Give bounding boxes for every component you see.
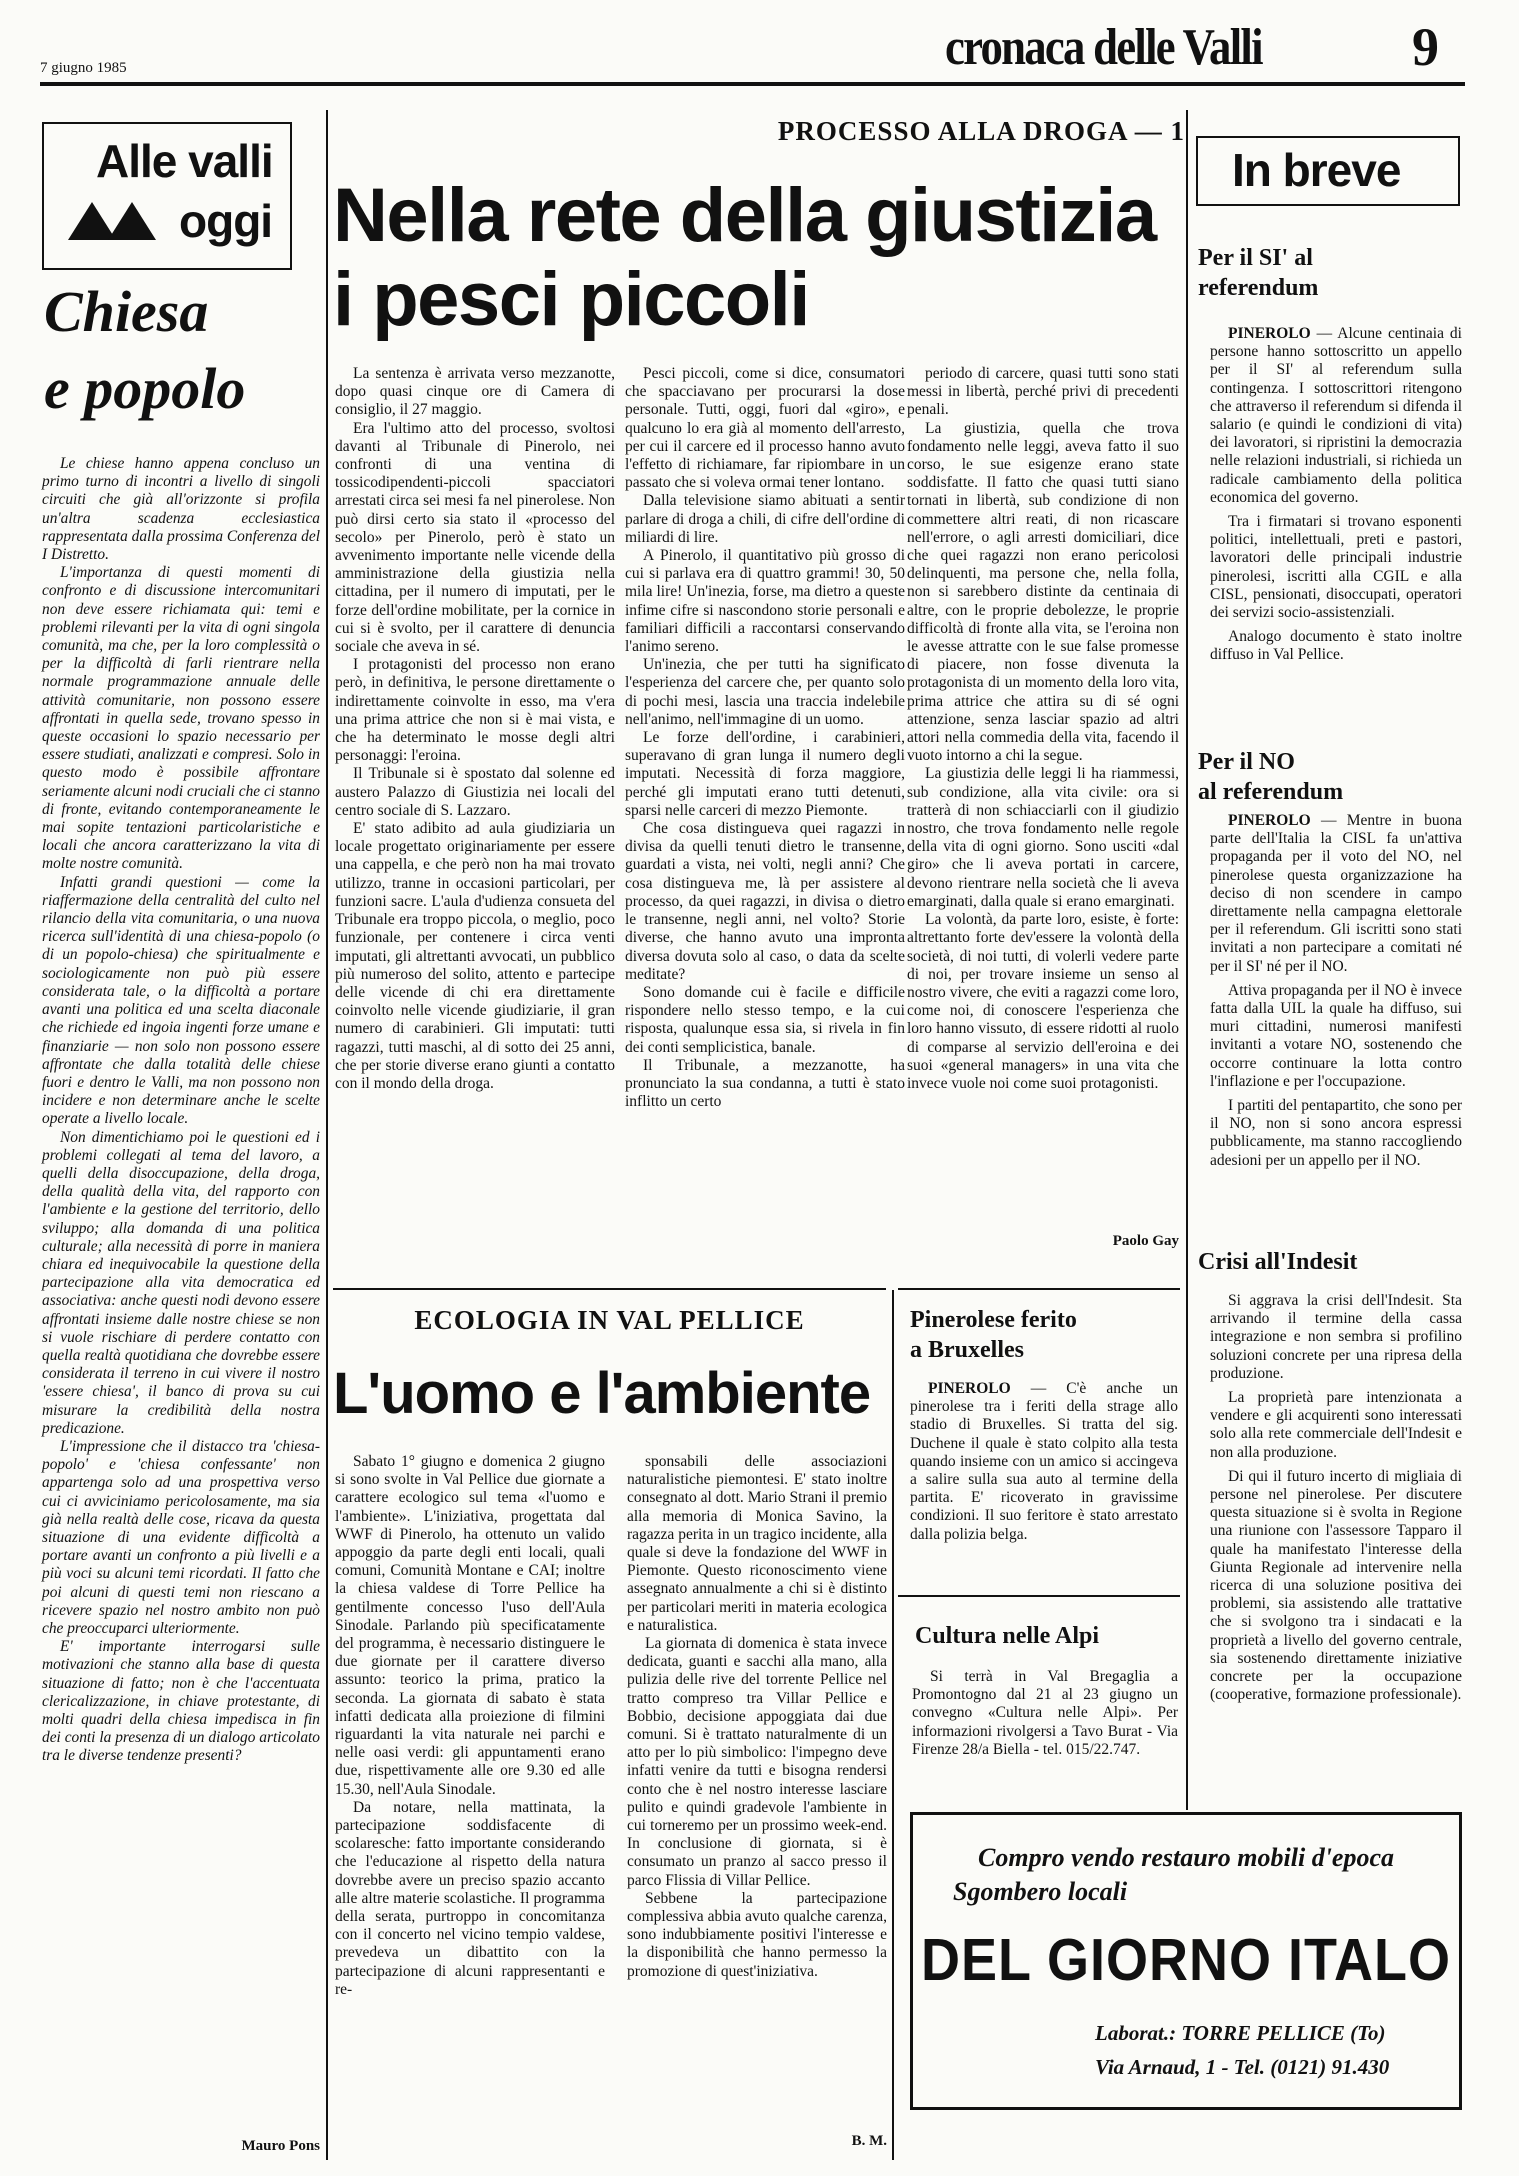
droga-paragraph: La giustizia delle leggi li ha riammessi, sub condizione, alla vita civile: ora si tratterà di non schiacciarli con il giudizio nostro, che trova fondamento nelle regole della vita di ogni giorno. Sono usciti «dal giro» che li aveva portati in carcere, devono rientrare nella società che li aveva emarginati, dalla quale si erano emarginati. xyxy=(907,765,1179,910)
bruxelles-text: — C'è anche un pinerolese tra i feriti della strage allo stadio di Bruxelles. Si tratta del sig. Duchene il quale è stato colpito alla testa quando insieme con un amico si accingeva a salire sulla sua auto al termine della partita. E' ricoverato in gravissime condizioni. Il suo feritore è stato arrestato dalla polizia belga. xyxy=(910,1380,1178,1543)
ecologia-signature: B. M. xyxy=(851,2133,887,2149)
masthead-title: cronaca delle Valli xyxy=(945,19,1262,76)
ecologia-column-2 xyxy=(627,1453,887,1981)
chiesa-headline-2: e popolo xyxy=(44,356,246,421)
droga-paragraph: Che cosa distingueva quei ragazzi in divisa da quelli tenuti dietro le transenne, guardati a vista, nei volti, negli anni? Che cosa distingueva me, là per assistere al processo, da quei ragazzi, in divisa o dietro le transenne, negli anni, nel volto? Storie diverse, che hanno avuto una impronta diversa dovuta solo al caso, o data da scelte meditate? xyxy=(625,820,905,983)
issue-date: 7 giugno 1985 xyxy=(40,60,127,76)
droga-paragraph: Il Tribunale, a mezzanotte, ha pronunciato la sua condanna, a tutti è stato inflitto un certo xyxy=(625,1056,905,1111)
no-headline-2: al referendum xyxy=(1198,779,1344,805)
no-lead: PINEROLO xyxy=(1228,812,1311,829)
alle-valli-title-2: oggi xyxy=(179,195,273,247)
left-column-rule xyxy=(326,110,328,2160)
no-text-1: — Mentre in buona parte dell'Italia la CISL fa un'attiva propaganda per il voto del NO, nel pinerolese questa organizzazione ha deciso di non scendere in campo direttamente nella campagna elettorale per il referendum. Gli iscritti sono stati invitati a non partecipare a comitati né per il SI' né per il NO. xyxy=(1210,812,1462,975)
no-text-2: Attiva propaganda per il NO è invece fatta dalla UIL la quale ha diffuso, sui muri cittadini, numerosi manifesti invitanti a votare NO, sostenendo che occorre continuare la lotta contro l'inflazione e per l'occupazione. xyxy=(1210,981,1462,1090)
chiesa-headline-1: Chiesa xyxy=(44,279,209,344)
droga-paragraph: Il Tribunale si è spostato dal solenne ed austero Palazzo di Giustizia nei locali del centro sociale di S. Lazzaro. xyxy=(335,765,615,819)
droga-paragraph: La volontà, da parte loro, esiste, è forte: altrettanto forte dev'essere la volontà della società, di noi tutti, di volerli vedere parte di noi, per trovare insieme un senso al nostro vivere, che eviti a ragazzi come loro, come noi, di conoscere l'esperienza che loro hanno vissuto, di essere ridotti al ruolo di comparse al servizio dell'eroina e dei suoi «general managers» in una vita che invece vuole noi come suoi protagonisti. xyxy=(907,911,1179,1092)
indesit-text-2: La proprietà pare intenzionata a vendere e gli acquirenti sono interessati solo alla rete commerciale dell'Indesit e non alla produzione. xyxy=(1210,1389,1462,1461)
indesit-body xyxy=(1210,1292,1462,1704)
bruxelles-top-rule xyxy=(898,1288,1180,1290)
no-text-3: I partiti del pentapartito, che sono per il NO, non si sono ancora espressi pubblicamente, ma stanno raccogliendo adesioni per un appello per il NO. xyxy=(1210,1097,1462,1169)
droga-paragraph: Pesci piccoli, come si dice, consumatori che spacciavano per procurarsi la dose personale. Tutti, oggi, fuori dal «giro», e qualcuno lo era già al momento dell'arresto, per cui il carcere ed il processo hanno avuto l'effetto di richiamare, far ripiombare in un passato che si voleva ormai tener lontano. xyxy=(625,365,905,492)
chiesa-signature: Mauro Pons xyxy=(241,2138,320,2154)
droga-paragraph: I protagonisti del processo non erano però, in definitiva, le persone direttamente o indirettamente coinvolte in esso, ma v'era una prima attrice che non si è mai vista, e che ha determinato le mosse degli altri personaggi: l'eroina. xyxy=(335,656,615,765)
ad-name: DEL GIORNO ITALO xyxy=(920,1927,1451,1993)
droga-paragraph: Un'inezia, che per tutti ha significato l'esperienza del carcere che, per quanto solo di pochi mesi, lascia una traccia indelebile nell'animo, nell'immagine di un uomo. xyxy=(625,656,905,728)
droga-kicker: PROCESSO ALLA DROGA — 1 xyxy=(777,116,1185,146)
droga-headline-2: i pesci piccoli xyxy=(333,257,809,342)
droga-signature: Paolo Gay xyxy=(1112,1233,1179,1249)
bruxelles-lead: PINEROLO xyxy=(928,1380,1011,1397)
si-lead: PINEROLO xyxy=(1228,325,1311,342)
chiesa-paragraph: L'impressione che il distacco tra 'chiesa-popolo' e 'chiesa confessante' non appartenga solo ad una prospettiva verso cui ci avviciniamo pericolosamente, ma sia già nella realtà delle cose, ricava da questa situazione di una evidente difficoltà a portare avanti un confronto a più livelli e a più voci su alcuni temi ricordati. Il fatto che poi alcuni di questi temi non riescano a ricevere spazio nel nostro ambito non può che preoccuparci ulteriormente. xyxy=(42,1437,320,1637)
ecologia-kicker: ECOLOGIA IN VAL PELLICE xyxy=(414,1305,805,1335)
no-headline-1: Per il NO xyxy=(1198,749,1295,775)
si-text-3: Analogo documento è stato inoltre diffuso in Val Pellice. xyxy=(1210,628,1462,664)
indesit-text-3: Di qui il futuro incerto di migliaia di persone nel pinerolese. Per discutere questa situazione si è svolta in Regione una riunione con l'assessore Tapparo il quale ha manifestato l'interesse della Giunta Regionale ad intervenire nella ricerca di una soluzione positiva dei problemi, sia assistendo alle trattative che si svolgono tra i sindacati e la proprietà a livello del governo centrale, sia sostenendo direttamente iniziative concrete per la occupazione (cooperative, formazione professionale). xyxy=(1210,1467,1462,1704)
droga-paragraph: Dalla televisione siamo abituati a sentir parlare di droga a chili, di cifre dell'ordine di miliardi di lire. xyxy=(625,492,905,546)
alle-valli-title-1: Alle valli xyxy=(96,135,273,187)
ecologia-paragraph: sponsabili delle associazioni naturalistiche piemontesi. E' stato inoltre consegnato al dott. Mario Strani il premio alla memoria di Monica Savino, la ragazza perita in un tragico incidente, alla quale si deve la fondazione del WWF in Piemonte. Questo riconoscimento viene assegnato annualmente a chi si è distinto per particolari meriti in materia ecologica e naturalistica. xyxy=(627,1453,887,1634)
masthead-rule xyxy=(40,82,1465,86)
droga-paragraph: Le forze dell'ordine, i carabinieri, superavano di gran lunga il numero degli imputati. Necessità di forza maggiore, perché gli imputati erano tutti detenuti, sparsi nelle carceri di mezzo Piemonte. xyxy=(625,729,905,819)
ad-address: Via Arnaud, 1 - Tel. (0121) 91.430 xyxy=(1095,2055,1390,2079)
droga-column-1 xyxy=(335,365,615,1093)
in-breve-box xyxy=(1196,136,1460,206)
alpi-text: Si terrà in Val Bregaglia a Promontogno dal 21 al 23 giugno un convegno «Cultura nelle Alpi». Per informazioni rivolgersi a Tavo Burat - Via Firenze 28/a Biella - tel. 015/22.747. xyxy=(912,1668,1178,1758)
in-breve-left-rule xyxy=(1186,110,1188,1810)
bruxelles-body xyxy=(910,1380,1178,1544)
ad-laboratory: Laborat.: TORRE PELLICE (To) xyxy=(1095,2021,1386,2045)
si-headline-1: Per il SI' al xyxy=(1198,245,1313,271)
ecologia-paragraph: La giornata di domenica è stata invece dedicata, guanti e sacchi alla mano, alla pulizia delle rive del torrente Pellice nel tratto compreso tra Villar Pellice e Bobbio, decisione appoggiata dai due comuni. Si è trattato naturalmente di un atto per lo più simbolico: l'impegno deve infatti venire da tutti e bisogna rendersi conto che è nel nostro interesse lasciare pulito e quindi gradevole l'ambiente in cui torneremo per un prossimo week-end. In conclusione di giornata, si è consumato un pranzo al sacco presso il parco Flissia di Villar Pellice. xyxy=(627,1635,887,1889)
si-body xyxy=(1210,325,1462,665)
alpi-body xyxy=(912,1668,1178,1759)
droga-headline-1: Nella rete della giustizia xyxy=(333,173,1156,258)
chiesa-paragraph: Non dimentichiamo poi le questioni ed i problemi collegati al tema del lavoro, a quelli della disoccupazione, della droga, della qualità della vita, del rapporto con l'ambiente e la gestione del territorio, dello sviluppo; alla domanda di una politica culturale; alla necessità di porre in maniera chiara ed inequivocabile la questione della partecipazione alla vita democratica ed associativa: anche questi nodi devono essere affrontati insieme dalle nostre chiese se non si vuole rischiare di perdere contatto con quella realtà quotidiana che dovrebbe essere considerata il terreno in cui vivere il nostro 'essere chiesa', il banco di prova su cui misurare la credibilità della nostra predicazione. xyxy=(42,1128,320,1437)
page-number: 9 xyxy=(1412,17,1439,77)
ecologia-paragraph: Sabato 1° giugno e domenica 2 giugno si sono svolte in Val Pellice due giornate a carattere ecologico sul tema «l'uomo e l'ambiente». L'iniziativa, progettata dal WWF di Pinerolo, ha ottenuto un valido appoggio da parte degli enti locali, quali comuni, Comunità Montane e CAI; inoltre la chiesa valdese di Torre Pellice ha gentilmente concesso l'uso dell'Aula Sinodale. Parlando più specificatamente del programma, è necessario distinguere le due giornate per il carattere diverso assunto: teorico la prima, pratico la seconda. La giornata di sabato è stata infatti dedicata alla proiezione di filmini riguardanti la vita naturale nei parchi e nelle oasi verdi: gli appuntamenti erano due, rispettivamente alle ore 9.30 ed alle 15.30, nell'Aula Sinodale. xyxy=(335,1453,605,1798)
chiesa-paragraph: Infatti grandi questioni — come la riaffermazione della centralità del culto nel rilancio della vita comunitaria, o una nuova ricerca sull'identità di una chiesa-popolo (o di un popolo-chiesa) che spiritualmente e sociologicamente non può più essere considerata tale, o la difficoltà a portare avanti una politica ed una scelta diaconale che richiede ed ingoia ingenti forze umane e finanziarie — non solo non possono essere affrontate che dalla totalità delle chiese fuori e dentro le Valli, ma non possono non incidere e non determinare anche le scelte operate a livello locale. xyxy=(42,873,320,1128)
indesit-text-1: Si aggrava la crisi dell'Indesit. Sta arrivando il termine della cassa integrazione e non sembra si profilino soluzioni concrete per una ripresa della produzione. xyxy=(1210,1292,1462,1382)
droga-paragraph: E' stato adibito ad aula giudiziaria un locale progettato originariamente per essere una cappella, e che però non ha mai trovato utilizzo, tranne in occasioni particolari, per funzioni sacre. L'aula d'udienza consueta del Tribunale era troppo piccola, o meglio, poco funzionale, per contenere i circa venti imputati, gli altrettanti avvocati, un pubblico più numeroso del solito, attento e partecipe delle vicende di chi era direttamente coinvolto nelle vicende giudiziarie, il gran numero di carabinieri. Gli imputati: tutti ragazzi, tutti maschi, al di sotto dei 25 anni, che per storie diverse erano giunti a contatto con il mondo della droga. xyxy=(335,820,615,1092)
chiesa-paragraph: E' importante interrogarsi sulle motivazioni che stanno alla base di questa situazione di fatto; non è che l'accentuata clericalizzazione, in chiave protestante, di molti quadri della chiesa impedisca in fin dei conti la presenza di un dialogo articolato tra le diverse tendenze presenti? xyxy=(42,1638,320,1765)
mountains-icon xyxy=(68,196,160,247)
si-headline-2: referendum xyxy=(1198,275,1319,301)
ecologia-headline: L'uomo e l'ambiente xyxy=(333,1361,871,1426)
alle-valli-box xyxy=(42,122,292,270)
ecologia-right-rule xyxy=(892,1290,894,2160)
droga-paragraph: Era l'ultimo atto del processo, svoltosi davanti al Tribunale di Pinerolo, nei confronti di una ventina di tossicodipendenti-piccoli spacciatori arrestati circa sei mesi fa nel pinerolese. Non può dirsi certo sia stato il «processo del secolo» per Pinerolo, però è stato un avvenimento importante nelle vicende della amministrazione della giustizia nella cittadina, per il numero di imputati, per le forze dell'ordine mobilitate, per la cornice in cui si è svolto, per il carattere di denuncia sociale che aveva in sé. xyxy=(335,419,615,656)
droga-paragraph: A Pinerolo, il quantitativo più grosso di cui si parlava era di quattro grammi! 30, 50 mila lire! Un'inezia, forse, ma dietro a queste infime cifre si nascondono storie personali e familiari difficili a raccontarsi conservando l'animo sereno. xyxy=(625,547,905,656)
droga-paragraph: La sentenza è arrivata verso mezzanotte, dopo quasi cinque ore di Camera di consiglio, il 27 maggio. xyxy=(335,365,615,419)
droga-paragraph: Sono domande cui è facile e difficile rispondere nello stesso tempo, e la cui risposta, qualunque essa sia, si rivela in fin dei conti semplicistica, banale. xyxy=(625,983,905,1056)
si-text-1: — Alcune centinaia di persone hanno sottoscritto un appello per il SI' al referendum sulla contingenza. I sottoscrittori ritengono che attraverso il referendum si difenda il salario (e quindi le condizioni di vita) dei lavoratori, si ripristini la democrazia nelle relazioni industriali, si richieda un radicale cambiamento della politica economica del governo. xyxy=(1210,325,1462,506)
ad-line-2: Sgombero locali xyxy=(953,1877,1128,1906)
chiesa-article-body xyxy=(42,455,320,1766)
ecologia-paragraph: Sebbene la partecipazione complessiva abbia avuto qualche carenza, sono indubbiamente positivi l'interesse e la disponibilità che hanno permesso la promozione di quest'iniziativa. xyxy=(627,1889,887,1980)
bruxelles-headline-2: a Bruxelles xyxy=(910,1337,1024,1363)
chiesa-paragraph: Le chiese hanno appena concluso un primo turno di incontri a livello di singoli circuiti che già all'orizzonte si profila un'altra scadenza ecclesiastica rappresentata dalla prossima Conferenza del I Distretto. xyxy=(42,455,320,564)
indesit-headline: Crisi all'Indesit xyxy=(1198,1249,1358,1275)
ecologia-paragraph: Da notare, nella mattinata, la partecipazione soddisfacente di scolaresche: fatto importante considerando che l'educazione al rispetto della natura dovrebbe avere un preciso spazio accanto alle altre materie scolastiche. Il programma della serata, purtroppo in concomitanza con il concerto nel vicino tempio valdese, prevedeva un dibattito con la partecipazione di alcuni rappresentanti e re- xyxy=(335,1798,605,1998)
in-breve-title: In breve xyxy=(1232,144,1401,196)
alpi-headline: Cultura nelle Alpi xyxy=(915,1623,1100,1649)
droga-paragraph: La giustizia, quella che trova fondamento nelle leggi, aveva fatto il suo corso, le sue esigenze erano state soddisfatte. Il fatto che quasi tutti siano tornati in libertà, sub condizione di non commettere altri reati, di non ricascare nell'errore, o agli arresti domiciliari, dice che quei ragazzi non erano pericolosi delinquenti, ma persone che, nella folla, non si sarebbero distinte da centinaia di altre, con le proprie debolezze, le proprie difficoltà di fronte alla vita, se l'eroina non le avesse attratte con le sue false promesse di piacere, non fosse divenuta la protagonista di un momento della loro vita, prima attrice che attira su di sé ogni attenzione, senza lasciar spazio ad altri attori nella commedia della vita, facendo il vuoto intorno a chi la segue. xyxy=(907,419,1179,765)
bruxelles-headline-1: Pinerolese ferito xyxy=(910,1307,1077,1333)
advertisement xyxy=(910,1812,1462,2110)
ecologia-column-1 xyxy=(335,1453,605,1999)
no-body xyxy=(1210,812,1462,1170)
droga-column-3 xyxy=(907,365,1179,1093)
alpi-top-rule xyxy=(898,1595,1180,1597)
ad-line-1: Compro vendo restauro mobili d'epoca xyxy=(978,1843,1394,1872)
chiesa-paragraph: L'importanza di questi momenti di confronto e di discussione intercomunitari non deve essere richiamata qui: temi e problemi rilevanti per la vita di ogni singola comunità, ma che, per la loro complessità o per la difficoltà di farli rientrare nella normale programmazione annuale delle attività comunitarie, non possono essere affrontati in quella sede, trovano spesso in queste occasioni lo spazio necessario per essere studiati, analizzati e compresi. Solo in questo modo è possibile affrontare seriamente alcuni nodi cruciali che ci stanno di fronte, evitando contemporaneamente le mai sopite tentazioni particolaristiche e locali che ancora caratterizzano la vita di molte nostre comunità. xyxy=(42,564,320,873)
si-text-2: Tra i firmatari si trovano esponenti politici, intellettuali, preti e pastori, lavoratori delle principali industrie pinerolesi, iscritti alla CGIL e alla CISL, pensionati, disoccupati, operatori dei servizi socio-assistenziali. xyxy=(1210,513,1462,622)
droga-column-2 xyxy=(625,365,905,1111)
droga-paragraph: periodo di carcere, quasi tutti sono stati messi in libertà, perché privi di precedenti penali. xyxy=(907,365,1179,419)
droga-bottom-rule xyxy=(333,1288,886,1290)
